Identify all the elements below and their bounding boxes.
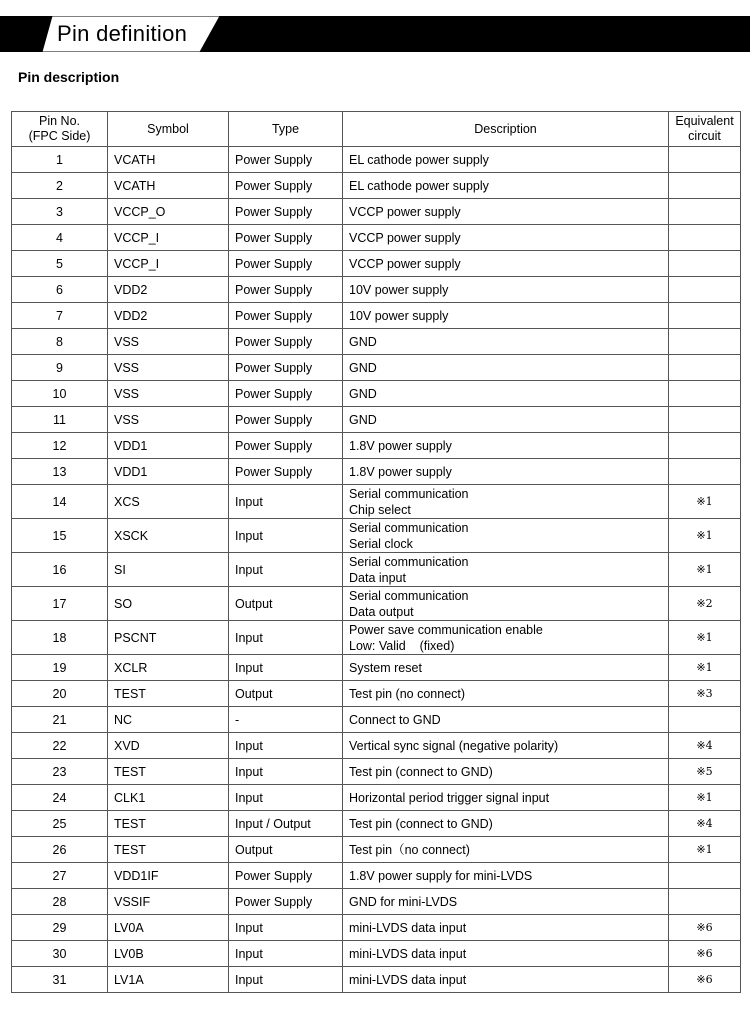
pin-symbol: VDD2 [108, 277, 229, 303]
pin-description-line: 10V power supply [349, 282, 449, 297]
pin-description [343, 655, 669, 681]
pin-number: 1 [12, 147, 108, 173]
pin-symbol: TEST [108, 811, 229, 837]
pin-description-line: Power save communication enable [349, 622, 543, 637]
pin-type: Power Supply [229, 863, 343, 889]
table-row [12, 553, 741, 587]
pin-symbol: TEST [108, 837, 229, 863]
pin-number: 28 [12, 889, 108, 915]
pin-number: 31 [12, 967, 108, 993]
pin-equivalent-circuit: ※1 [669, 837, 741, 863]
pin-description [343, 355, 669, 381]
pin-equivalent-circuit: ※1 [669, 621, 741, 655]
pin-number: 4 [12, 225, 108, 251]
table-row [12, 759, 741, 785]
pin-table [11, 111, 741, 993]
header-pin-no [12, 112, 108, 147]
pin-description [343, 329, 669, 355]
pin-equivalent-circuit: ※1 [669, 485, 741, 519]
table-row [12, 621, 741, 655]
pin-description-line: Test pin (connect to GND) [349, 764, 493, 779]
pin-symbol: VDD1 [108, 433, 229, 459]
pin-type: Power Supply [229, 303, 343, 329]
pin-table-body [12, 147, 741, 993]
pin-equivalent-circuit [669, 407, 741, 433]
pin-description [343, 519, 669, 553]
pin-description-line: Test pin (no connect) [349, 686, 466, 701]
pin-description [343, 199, 669, 225]
pin-symbol: TEST [108, 681, 229, 707]
pin-number: 22 [12, 733, 108, 759]
pin-description-line: Test pin（no connect) [349, 842, 470, 857]
table-row [12, 173, 741, 199]
pin-description [343, 681, 669, 707]
pin-description-line: Serial clock [349, 536, 413, 551]
pin-equivalent-circuit [669, 225, 741, 251]
pin-type: Power Supply [229, 147, 343, 173]
pin-number: 9 [12, 355, 108, 381]
pin-type: Input [229, 759, 343, 785]
table-row [12, 433, 741, 459]
pin-equivalent-circuit: ※5 [669, 759, 741, 785]
pin-equivalent-circuit: ※1 [669, 553, 741, 587]
pin-description [343, 811, 669, 837]
pin-type: Power Supply [229, 433, 343, 459]
pin-equivalent-circuit: ※6 [669, 941, 741, 967]
pin-symbol: SO [108, 587, 229, 621]
pin-symbol: VCCP_I [108, 251, 229, 277]
pin-type: Output [229, 681, 343, 707]
pin-type: Input [229, 967, 343, 993]
pin-symbol: XSCK [108, 519, 229, 553]
pin-description [343, 251, 669, 277]
pin-symbol: VSS [108, 355, 229, 381]
table-row [12, 941, 741, 967]
pin-type: Power Supply [229, 381, 343, 407]
pin-number: 5 [12, 251, 108, 277]
table-row [12, 733, 741, 759]
table-row [12, 587, 741, 621]
pin-equivalent-circuit: ※6 [669, 967, 741, 993]
pin-description [343, 147, 669, 173]
pin-symbol: SI [108, 553, 229, 587]
pin-number: 16 [12, 553, 108, 587]
pin-description [343, 303, 669, 329]
pin-description [343, 837, 669, 863]
pin-description-line: Test pin (connect to GND) [349, 816, 493, 831]
pin-description-line: Connect to GND [349, 712, 441, 727]
pin-description [343, 941, 669, 967]
pin-type: Power Supply [229, 277, 343, 303]
pin-description-line: Vertical sync signal (negative polarity) [349, 738, 559, 753]
pin-description-line: GND [349, 386, 377, 401]
pin-description-line: VCCP power supply [349, 256, 461, 271]
header-equiv-line2: circuit [688, 129, 721, 143]
pin-description [343, 759, 669, 785]
pin-number: 18 [12, 621, 108, 655]
pin-symbol: VCCP_I [108, 225, 229, 251]
pin-equivalent-circuit: ※1 [669, 655, 741, 681]
pin-symbol: VCATH [108, 147, 229, 173]
pin-description-line: 10V power supply [349, 308, 449, 323]
pin-type: Power Supply [229, 225, 343, 251]
pin-description-line: Data input [349, 570, 406, 585]
pin-description [343, 407, 669, 433]
pin-symbol: TEST [108, 759, 229, 785]
table-row [12, 811, 741, 837]
pin-number: 24 [12, 785, 108, 811]
table-row [12, 355, 741, 381]
header-symbol: Symbol [108, 112, 229, 147]
pin-equivalent-circuit: ※4 [669, 733, 741, 759]
table-row [12, 303, 741, 329]
table-row [12, 915, 741, 941]
pin-symbol: XCS [108, 485, 229, 519]
pin-equivalent-circuit: ※1 [669, 519, 741, 553]
header-equiv-line1: Equivalent [675, 114, 734, 128]
table-row [12, 251, 741, 277]
pin-description-line: GND [349, 412, 377, 427]
pin-type: Power Supply [229, 889, 343, 915]
table-header-row [12, 112, 741, 147]
pin-type: Power Supply [229, 407, 343, 433]
pin-description-line: Serial communication [349, 588, 469, 603]
pin-equivalent-circuit [669, 459, 741, 485]
pin-symbol: XVD [108, 733, 229, 759]
pin-type: Input [229, 621, 343, 655]
header-description: Description [343, 112, 669, 147]
pin-symbol: VSS [108, 381, 229, 407]
pin-equivalent-circuit: ※2 [669, 587, 741, 621]
table-row [12, 863, 741, 889]
pin-description-line: VCCP power supply [349, 204, 461, 219]
table-row [12, 381, 741, 407]
pin-type: Power Supply [229, 329, 343, 355]
pin-number: 19 [12, 655, 108, 681]
pin-number: 2 [12, 173, 108, 199]
pin-number: 12 [12, 433, 108, 459]
table-row [12, 707, 741, 733]
pin-description-line: GND for mini-LVDS [349, 894, 458, 909]
pin-symbol: VSSIF [108, 889, 229, 915]
pin-symbol: VDD1 [108, 459, 229, 485]
pin-symbol: LV1A [108, 967, 229, 993]
pin-equivalent-circuit [669, 355, 741, 381]
pin-number: 17 [12, 587, 108, 621]
pin-number: 20 [12, 681, 108, 707]
pin-description-line: VCCP power supply [349, 230, 461, 245]
pin-type: Output [229, 837, 343, 863]
pin-type: Input [229, 785, 343, 811]
pin-description-line: EL cathode power supply [349, 152, 489, 167]
pin-symbol: VCCP_O [108, 199, 229, 225]
pin-type: Power Supply [229, 355, 343, 381]
pin-number: 26 [12, 837, 108, 863]
pin-equivalent-circuit [669, 251, 741, 277]
pin-type: Power Supply [229, 173, 343, 199]
pin-equivalent-circuit [669, 303, 741, 329]
pin-symbol: VDD2 [108, 303, 229, 329]
pin-equivalent-circuit [669, 277, 741, 303]
pin-description [343, 433, 669, 459]
table-row [12, 785, 741, 811]
pin-description-line: System reset [349, 660, 422, 675]
pin-type: Power Supply [229, 251, 343, 277]
pin-description-line: Low: Valid (fixed) [349, 638, 455, 653]
pin-type: - [229, 707, 343, 733]
pin-description [343, 277, 669, 303]
pin-type: Input [229, 485, 343, 519]
pin-number: 10 [12, 381, 108, 407]
pin-description-line: GND [349, 360, 377, 375]
pin-symbol: VSS [108, 407, 229, 433]
pin-number: 6 [12, 277, 108, 303]
pin-description-line: Serial communication [349, 486, 469, 501]
pin-equivalent-circuit [669, 199, 741, 225]
table-row [12, 459, 741, 485]
pin-description-line: mini-LVDS data input [349, 946, 467, 961]
pin-description [343, 459, 669, 485]
pin-description [343, 225, 669, 251]
pin-type: Input [229, 915, 343, 941]
pin-type: Output [229, 587, 343, 621]
table-row [12, 407, 741, 433]
pin-number: 3 [12, 199, 108, 225]
pin-symbol: LV0A [108, 915, 229, 941]
table-row [12, 837, 741, 863]
pin-description [343, 553, 669, 587]
pin-number: 14 [12, 485, 108, 519]
pin-description-line: Serial communication [349, 554, 469, 569]
table-row [12, 681, 741, 707]
pin-number: 29 [12, 915, 108, 941]
pin-number: 13 [12, 459, 108, 485]
pin-description [343, 863, 669, 889]
header-equivalent-circuit [669, 112, 741, 147]
pin-type: Power Supply [229, 459, 343, 485]
pin-description-line: mini-LVDS data input [349, 920, 467, 935]
pin-equivalent-circuit: ※4 [669, 811, 741, 837]
pin-symbol: CLK1 [108, 785, 229, 811]
pin-symbol: VDD1IF [108, 863, 229, 889]
pin-number: 11 [12, 407, 108, 433]
pin-description-line: 1.8V power supply [349, 464, 452, 479]
pin-number: 30 [12, 941, 108, 967]
pin-description-line: mini-LVDS data input [349, 972, 467, 987]
pin-number: 23 [12, 759, 108, 785]
pin-symbol: PSCNT [108, 621, 229, 655]
pin-type: Input [229, 733, 343, 759]
pin-description [343, 915, 669, 941]
pin-type: Power Supply [229, 199, 343, 225]
table-row [12, 225, 741, 251]
pin-equivalent-circuit [669, 173, 741, 199]
pin-type: Input [229, 519, 343, 553]
section-subtitle: Pin description [18, 69, 120, 85]
pin-description [343, 889, 669, 915]
table-row [12, 485, 741, 519]
pin-description [343, 485, 669, 519]
pin-description-line: GND [349, 334, 377, 349]
pin-equivalent-circuit [669, 381, 741, 407]
pin-description-line: Serial communication [349, 520, 469, 535]
pin-description-line: Chip select [349, 502, 411, 517]
pin-number: 8 [12, 329, 108, 355]
pin-description-line: 1.8V power supply for mini-LVDS [349, 868, 533, 883]
table-row [12, 519, 741, 553]
table-row [12, 655, 741, 681]
pin-equivalent-circuit: ※3 [669, 681, 741, 707]
pin-description [343, 381, 669, 407]
pin-description-line: Data output [349, 604, 414, 619]
table-row [12, 277, 741, 303]
pin-description-line: EL cathode power supply [349, 178, 489, 193]
pin-description [343, 587, 669, 621]
table-row [12, 147, 741, 173]
pin-description [343, 733, 669, 759]
pin-description [343, 967, 669, 993]
header-pin-no-line2: (FPC Side) [28, 129, 91, 143]
pin-description [343, 621, 669, 655]
pin-equivalent-circuit: ※1 [669, 785, 741, 811]
pin-type: Input [229, 553, 343, 587]
pin-equivalent-circuit [669, 329, 741, 355]
pin-description-line: 1.8V power supply [349, 438, 452, 453]
pin-description [343, 785, 669, 811]
pin-description [343, 707, 669, 733]
pin-number: 25 [12, 811, 108, 837]
pin-symbol: NC [108, 707, 229, 733]
pin-type: Input / Output [229, 811, 343, 837]
pin-description [343, 173, 669, 199]
page-title: Pin definition [57, 21, 188, 46]
pin-equivalent-circuit [669, 863, 741, 889]
header-pin-no-line1: Pin No. [39, 114, 80, 128]
pin-type: Input [229, 655, 343, 681]
pin-number: 7 [12, 303, 108, 329]
table-row [12, 329, 741, 355]
pin-symbol: VCATH [108, 173, 229, 199]
pin-symbol: VSS [108, 329, 229, 355]
pin-symbol: LV0B [108, 941, 229, 967]
section-banner [0, 16, 750, 52]
pin-type: Input [229, 941, 343, 967]
table-row [12, 967, 741, 993]
header-type: Type [229, 112, 343, 147]
pin-description-line: Horizontal period trigger signal input [349, 790, 550, 805]
table-row [12, 889, 741, 915]
pin-equivalent-circuit [669, 147, 741, 173]
pin-number: 15 [12, 519, 108, 553]
pin-number: 21 [12, 707, 108, 733]
pin-equivalent-circuit: ※6 [669, 915, 741, 941]
pin-number: 27 [12, 863, 108, 889]
pin-equivalent-circuit [669, 433, 741, 459]
table-row [12, 199, 741, 225]
pin-symbol: XCLR [108, 655, 229, 681]
pin-equivalent-circuit [669, 889, 741, 915]
pin-equivalent-circuit [669, 707, 741, 733]
